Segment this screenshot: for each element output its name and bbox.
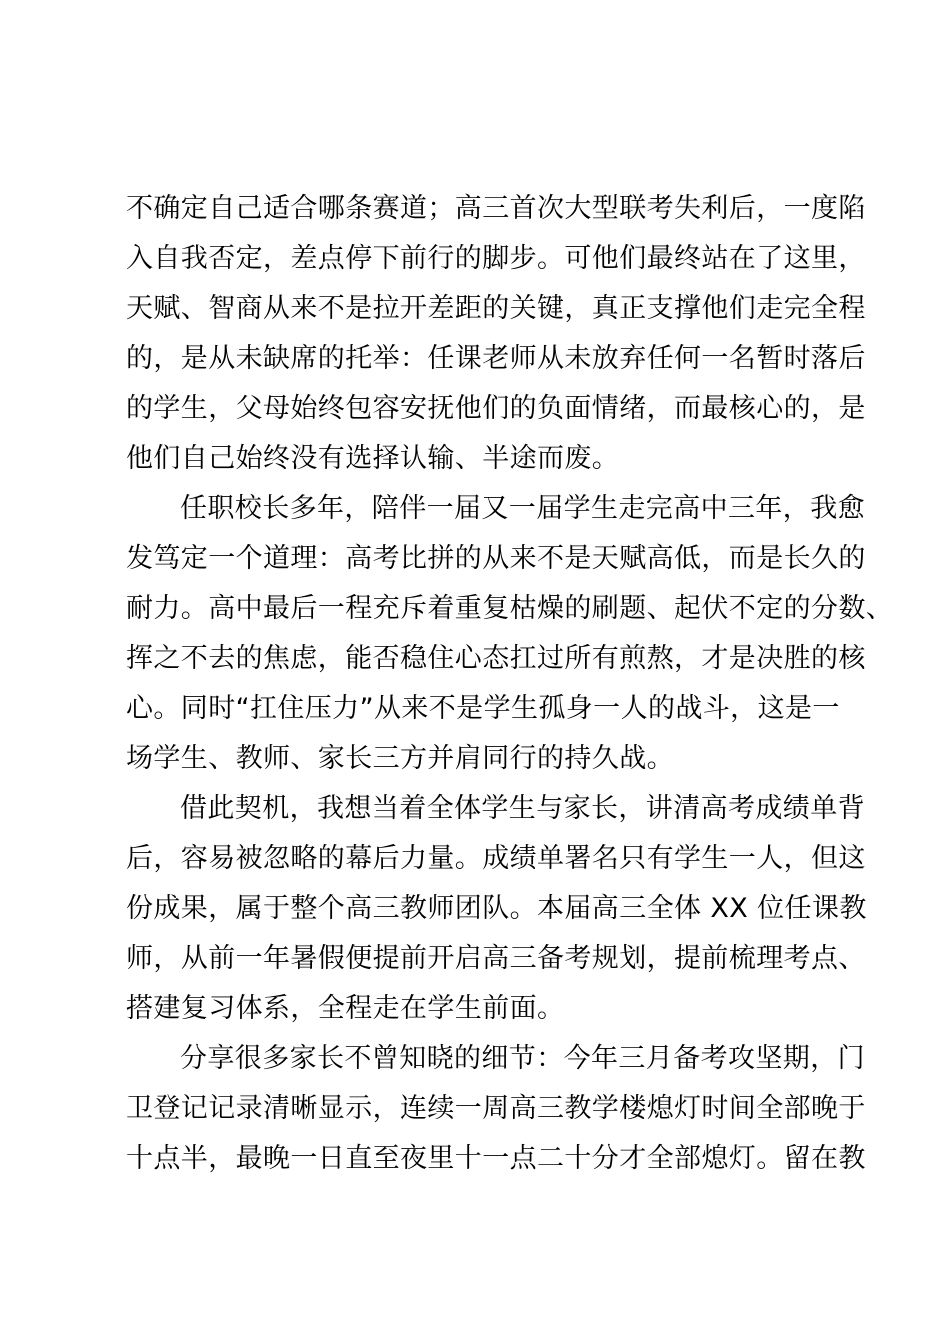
- text-line: 份成果，属于整个高三教师团队。本届高三全体 XX 位任课教: [126, 893, 867, 924]
- text-line: 耐力。高中最后一程充斥着重复枯燥的刷题、起伏不定的分数、: [126, 593, 894, 624]
- text-line: 的学生，父母始终包容安抚他们的负面情绪，而最核心的，是: [126, 393, 866, 424]
- text-line: 后，容易被忽略的幕后力量。成绩单署名只有学生一人，但这: [126, 843, 866, 874]
- text-line: 不确定自己适合哪条赛道；高三首次大型联考失利后，一度陷: [126, 193, 866, 224]
- paragraph-first-line: 任职校长多年，陪伴一届又一届学生走完高中三年，我愈: [180, 493, 865, 524]
- text-line: 入自我否定，差点停下前行的脚步。可他们最终站在了这里，: [126, 243, 866, 274]
- paragraph-first-line: 借此契机，我想当着全体学生与家长，讲清高考成绩单背: [180, 793, 865, 824]
- text-line: 发笃定一个道理：高考比拼的从来不是天赋高低，而是长久的: [126, 543, 866, 574]
- text-line: 的，是从未缺席的托举：任课老师从未放弃任何一名暂时落后: [126, 343, 866, 374]
- text-line: 十点半，最晚一日直至夜里十一点二十分才全部熄灯。留在教: [126, 1143, 866, 1174]
- text-line: 挥之不去的焦虑，能否稳住心态扛过所有煎熬，才是决胜的核: [126, 643, 866, 674]
- body-text: [126, 184, 894, 1184]
- text-line: 师，从前一年暑假便提前开启高三备考规划，提前梳理考点、: [126, 943, 866, 974]
- paragraph-first-line: 分享很多家长不曾知晓的细节：今年三月备考攻坚期，门: [180, 1043, 865, 1074]
- text-line: 他们自己始终没有选择认输、半途而废。: [126, 443, 620, 474]
- text-line: 心。同时“扛住压力”从来不是学生孤身一人的战斗，这是一: [126, 693, 840, 724]
- text-line: 搭建复习体系，全程走在学生前面。: [126, 993, 565, 1024]
- text-line: 场学生、教师、家长三方并肩同行的持久战。: [126, 743, 674, 774]
- text-line: 天赋、智商从来不是拉开差距的关键，真正支撑他们走完全程: [126, 293, 866, 324]
- text-line: 卫登记记录清晰显示，连续一周高三教学楼熄灯时间全部晚于: [126, 1093, 866, 1124]
